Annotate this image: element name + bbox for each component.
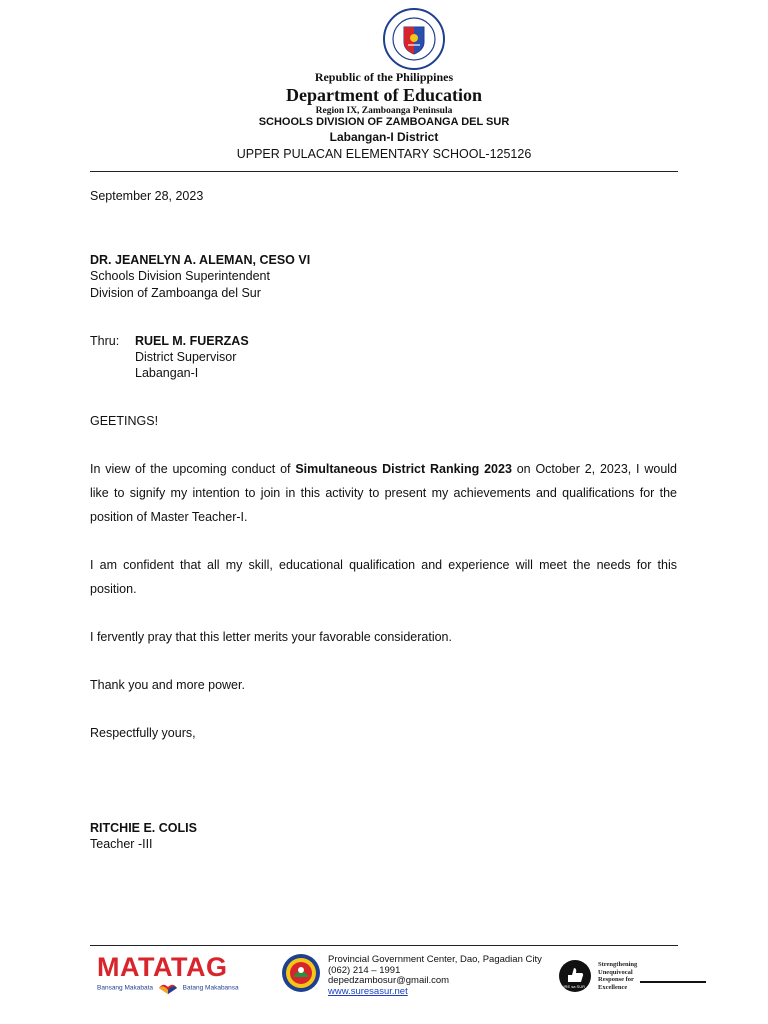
school-line: UPPER PULACAN ELEMENTARY SCHOOL-125126 (236, 147, 532, 161)
motto-underline (640, 981, 706, 983)
footer-phone: (062) 214 – 1991 (328, 964, 401, 976)
contact-block (328, 955, 558, 997)
sure-text: SURE sa SUR (559, 984, 586, 989)
region-line: Region IX, Zamboanga Peninsula (315, 106, 453, 116)
matatag-tagline-left: Bansang Makabata (97, 984, 154, 992)
greeting: GEETINGS! (90, 414, 159, 428)
paragraph-2: I am confident that all my skill, educational qualification and experience will meet the needs for this position. (90, 558, 677, 596)
district-line: Labangan-I District (329, 130, 439, 144)
department-title: Department of Education (286, 85, 482, 105)
deped-seal (378, 8, 450, 70)
matatag-tagline-right: Batang Makabansa (182, 984, 239, 992)
division-seal-icon (281, 953, 321, 993)
matatag-logo (97, 952, 262, 996)
footer-divider (90, 945, 678, 946)
footer-website-link[interactable]: www.suresasur.net (328, 985, 408, 997)
footer-address: Provincial Government Center, Dao, Pagadian City (328, 954, 542, 965)
header-divider (90, 171, 678, 172)
hands-heart-icon (157, 982, 179, 994)
motto-line-3: Response for (598, 976, 634, 983)
recipient-title: Schools Division Superintendent (90, 269, 270, 283)
motto-line-4: Excellence (598, 983, 628, 991)
thru-title: District Supervisor (135, 350, 237, 364)
motto-line-1: Strengthening (598, 961, 638, 968)
thru-office: Labangan-I (135, 366, 199, 380)
p1-before: In view of the upcoming conduct of (90, 462, 296, 476)
sure-logo (557, 959, 593, 993)
recipient-name: DR. JEANELYN A. ALEMAN, CESO VI (90, 253, 311, 267)
motto-line-2: Unequivocal (598, 968, 633, 976)
letter-date: September 28, 2023 (90, 189, 204, 203)
deped-seal-icon (378, 8, 450, 70)
paragraph-3: I fervently pray that this letter merits your favorable consideration. (90, 630, 452, 644)
division-logo (281, 953, 321, 993)
paragraph-4: Thank you and more power. (90, 678, 245, 692)
paragraph-1 (90, 457, 677, 529)
motto-block (598, 961, 637, 991)
thru-label: Thru: (90, 334, 120, 348)
republic-line: Republic of the Philippines (314, 70, 454, 84)
thru-name: RUEL M. FUERZAS (135, 334, 249, 348)
matatag-wordmark: MATATAG (97, 952, 228, 982)
signer-name: RITCHIE E. COLIS (90, 821, 197, 835)
division-line: SCHOOLS DIVISION OF ZAMBOANGA DEL SUR (258, 116, 510, 128)
footer-email: depedzambosur@gmail.com (328, 975, 450, 986)
signer-title: Teacher -III (90, 837, 153, 851)
closing: Respectfully yours, (90, 726, 196, 740)
p1-bold: Simultaneous District Ranking 2023 (295, 462, 512, 476)
p1-after: on October 2, 2023, I would like to signify my intention to join in this activity to present my achievements and qualifications for the position of Master Teacher-I. (90, 462, 678, 524)
recipient-office: Division of Zamboanga del Sur (90, 286, 261, 300)
